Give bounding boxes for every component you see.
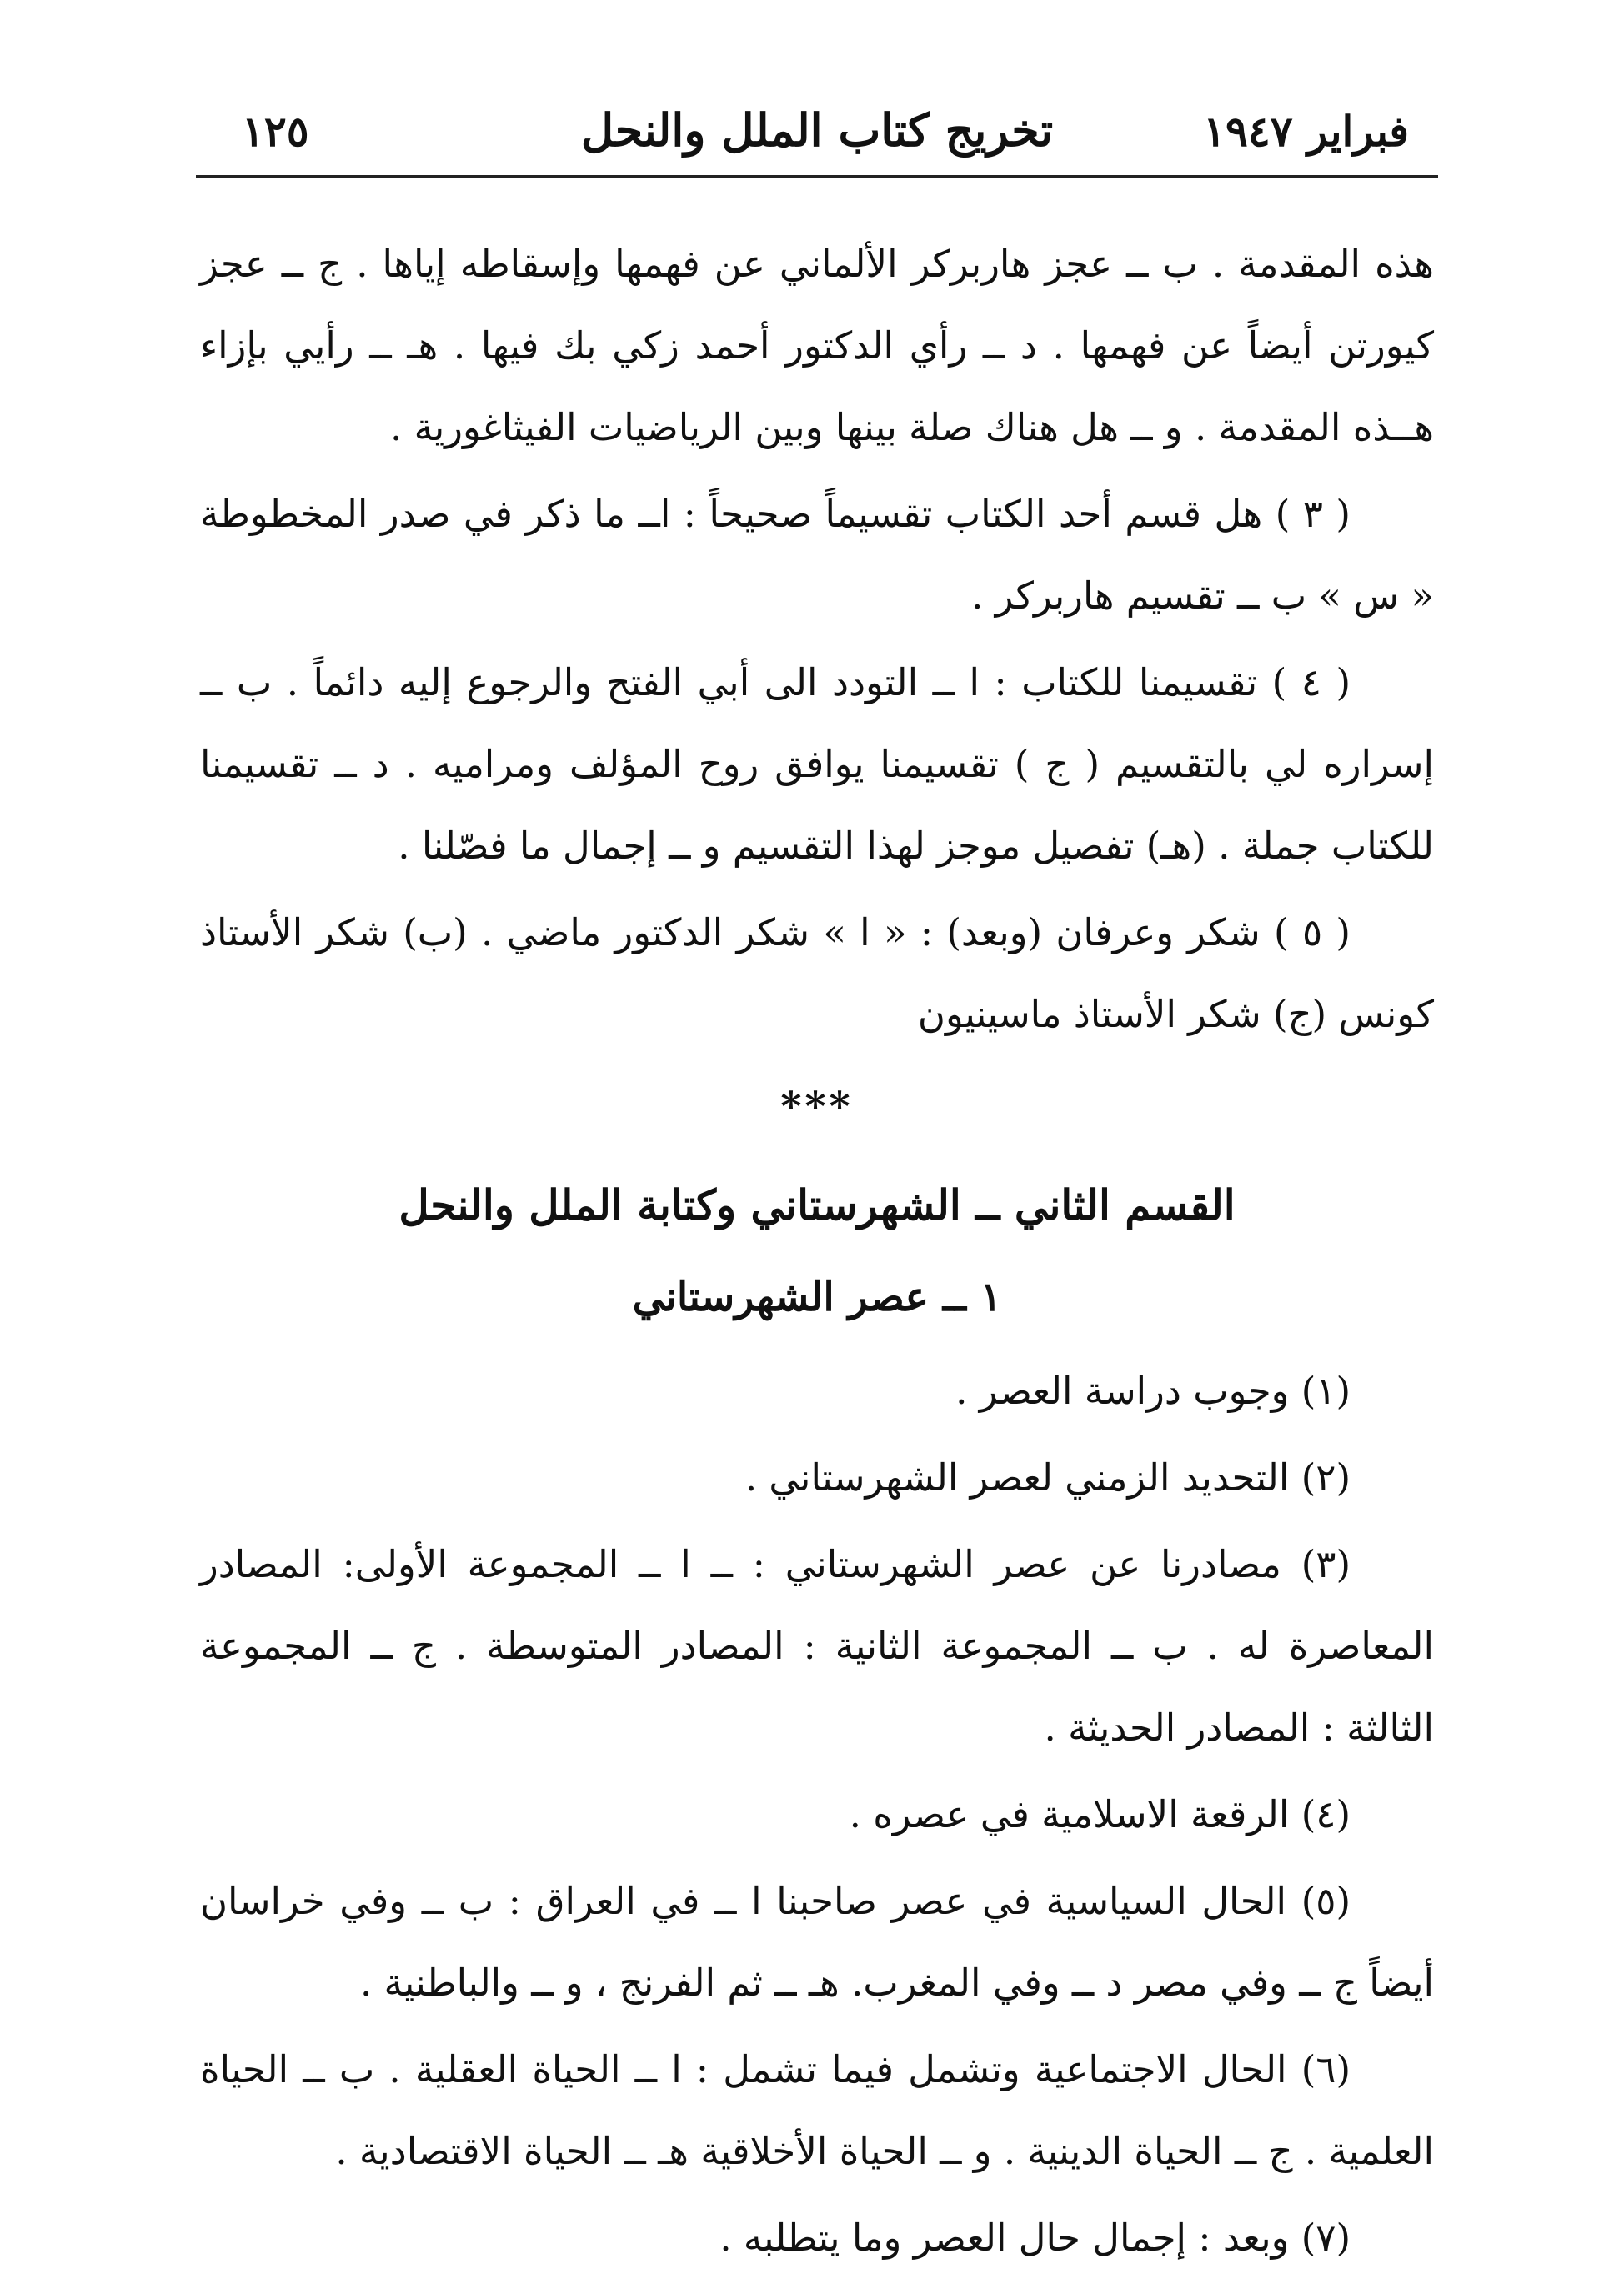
list-item: (٣) مصادرنا عن عصر الشهرستاني : ــ ا ــ المجموعة الأولى: المصادر المعاصرة له . ب ــ المجموعة الثانية : المصادر المتوسطة . ج ــ المجموعة الثالثة : المصادر الحديثة .	[200, 1542, 1434, 1750]
list-item: (٧) وبعد : إجمال حال العصر وما يتطلبه .	[719, 2216, 1351, 2260]
running-title: تخريج كتاب الملل والنحل	[580, 103, 1054, 157]
page-number: ١٢٥	[242, 107, 309, 156]
running-header	[217, 92, 1417, 167]
page-body	[200, 223, 1434, 2284]
list-item: (١) وجوب دراسة العصر .	[955, 1369, 1351, 1413]
list-item: (٥) الحال السياسية في عصر صاحبنا ا ــ في العراق : ب ــ وفي خراسان أيضاً ج ــ وفي مصر د ــ وفي المغرب. هـ ــ ثم الفرنج ، و ــ والباطنية .	[200, 1879, 1434, 2005]
header-rule	[196, 175, 1438, 178]
part-heading: القسم الثاني ــ الشهرستاني وكتابة الملل والنحل	[398, 1180, 1236, 1230]
section-separator: ***	[780, 1084, 854, 1130]
list-item: (٤) الرقعة الاسلامية في عصره .	[849, 1792, 1351, 1836]
paragraph-intro: هذه المقدمة . ب ــ عجز هاربركر الألماني عن فهمها وإسقاطه إياها . ج ــ عجز كيورتن أيضاً عن فهمها . د ــ رأي الدكتور أحمد زكي بك فيها . هـ ــ رأيي بإزاء هــذه المقدمة . و ــ هل هناك صلة بينها وبين الرياضيات الفيثاغورية .	[200, 242, 1434, 449]
issue-date: فبراير ١٩٤٧	[1203, 107, 1409, 156]
list-item: (٦) الحال الاجتماعية وتشمل فيما تشمل : ا ــ الحياة العقلية . ب ــ الحياة العلمية . ج ــ الحياة الدينية . و ــ الحياة الأخلاقية هـ ــ الحياة الاقتصادية .	[200, 2047, 1434, 2173]
paragraph-5: ( ٥ ) شكر وعرفان (وبعد) : « ا » شكر الدكتور ماضي . (ب) شكر الأستاذ كونس (ج) شكر الأستاذ ماسينيون	[200, 910, 1434, 1036]
paragraph-4: ( ٤ ) تقسيمنا للكتاب : ا ــ التودد الى أبي الفتح والرجوع إليه دائماً . ب ــ إسراره لي بالتقسيم ( ج ) تقسيمنا يوافق روح المؤلف ومراميه . د ــ تقسيمنا للكتاب جملة . (هـ) تفصيل موجز لهذا التقسيم و ــ إجمال ما فصّلنا .	[200, 660, 1434, 868]
list-item: (٢) التحديد الزمني لعصر الشهرستاني .	[744, 1455, 1351, 1500]
chapter-heading: ١ ــ عصر الشهرستاني	[632, 1274, 1002, 1320]
paragraph-3: ( ٣ ) هل قسم أحد الكتاب تقسيماً صحيحاً : اــ ما ذكر في صدر المخطوطة « س » ب ــ تقسيم هاربركر .	[200, 492, 1434, 618]
